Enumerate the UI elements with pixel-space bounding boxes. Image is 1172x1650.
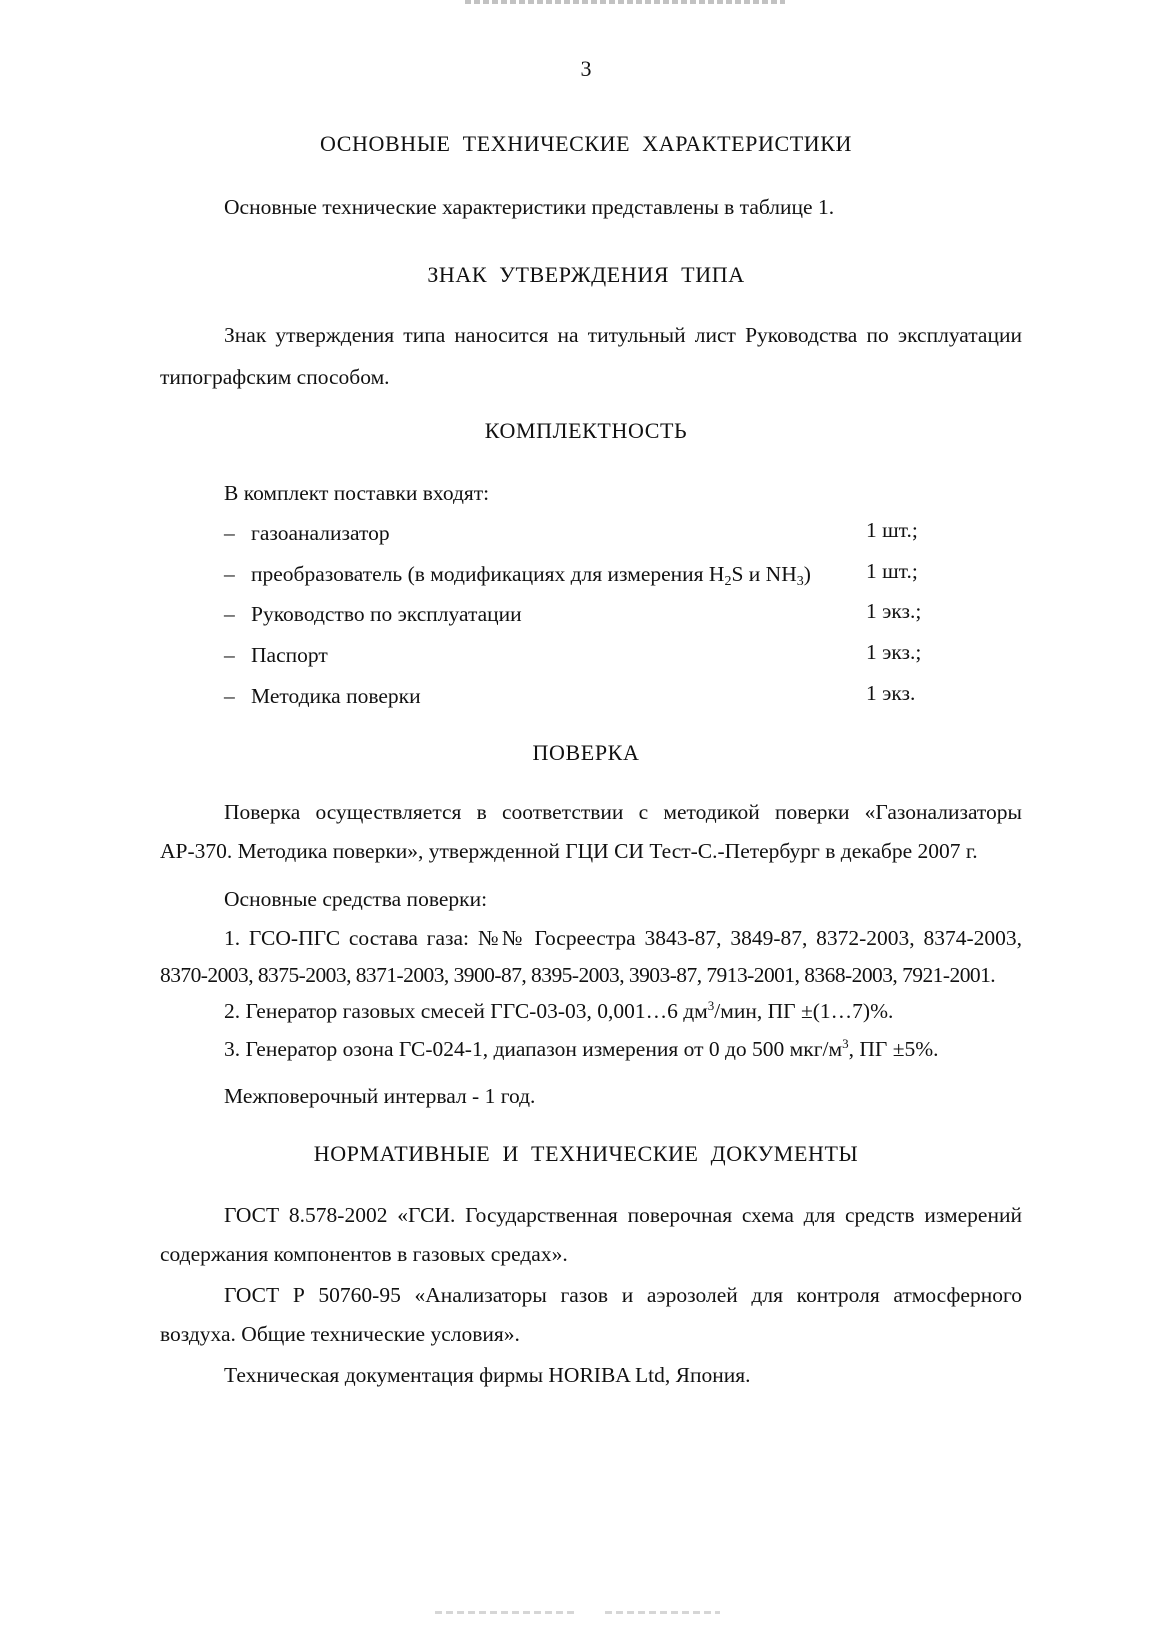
subscript: 2: [724, 574, 732, 589]
scan-footer-artifact: [605, 1611, 720, 1614]
list-item: [224, 559, 811, 589]
verification-interval: Межповерочный интервал - 1 год.: [224, 1084, 536, 1108]
item-label: Методика поверки: [251, 684, 421, 708]
normative-doc1-line2: содержания компонентов в газовых средах».: [160, 1242, 568, 1266]
item-label: Руководство по эксплуатации: [251, 602, 522, 626]
verification-item1-line2: 8370-2003, 8375-2003, 8371-2003, 3900-87, 8395-2003, 3903-87, 7913-2001, 8368-2003, 7921-2001.: [160, 963, 996, 987]
list-item: [224, 518, 390, 548]
verification-item2: [224, 996, 893, 1026]
verification-item1-line1: 1. ГСО-ПГС состава газа: №№ Госреестра 3843-87, 3849-87, 8372-2003, 8374-2003,: [224, 926, 1022, 950]
normative-doc2-line2: воздуха. Общие технические условия».: [160, 1322, 520, 1346]
heading-specs: ОСНОВНЫЕ ТЕХНИЧЕСКИЕ ХАРАКТЕРИСТИКИ: [319, 131, 853, 156]
dash-bullet: –: [224, 643, 235, 667]
type-mark-line2: типографским способом.: [160, 365, 390, 389]
item-qty: 1 шт.;: [866, 518, 918, 542]
item-qty: 1 экз.;: [866, 599, 922, 623]
superscript: 3: [842, 1036, 849, 1051]
dash-bullet: –: [224, 602, 235, 626]
dash-bullet: –: [224, 521, 235, 545]
page-number: 3: [580, 56, 592, 81]
normative-doc1-line1: ГОСТ 8.578-2002 «ГСИ. Государственная поверочная схема для средств измерений: [224, 1203, 1022, 1227]
verification-means-intro: Основные средства поверки:: [224, 887, 488, 911]
scan-footer-artifact: [435, 1611, 575, 1614]
list-item: [224, 640, 328, 670]
item-label: газоанализатор: [251, 521, 390, 545]
item2-text: 2. Генератор газовых смесей ГГС-03-03, 0,001…6 дм: [224, 999, 708, 1023]
item-label: Паспорт: [251, 643, 328, 667]
heading-completeness: КОМПЛЕКТНОСТЬ: [484, 418, 688, 443]
subscript: 3: [796, 574, 804, 589]
dash-bullet: –: [224, 684, 235, 708]
normative-doc3: Техническая документация фирмы HORIBA Ltd, Япония.: [224, 1363, 751, 1387]
item-qty: 1 шт.;: [866, 559, 918, 583]
verification-item3: [224, 1034, 939, 1064]
completeness-intro: В комплект поставки входят:: [224, 481, 490, 505]
item-qty: 1 экз.: [866, 681, 916, 705]
verification-para-line1: Поверка осуществляется в соответствии с методикой поверки «Газонализаторы: [224, 800, 1022, 824]
heading-normative: НОРМАТИВНЫЕ И ТЕХНИЧЕСКИЕ ДОКУМЕНТЫ: [313, 1141, 859, 1166]
list-item: [224, 681, 421, 711]
item3-text-post: , ПГ ±5%.: [848, 1037, 939, 1061]
heading-type-mark: ЗНАК УТВЕРЖДЕНИЯ ТИПА: [427, 262, 745, 287]
item-label-mid: S и NH: [731, 562, 797, 586]
type-mark-line1: Знак утверждения типа наносится на титульный лист Руководства по эксплуатации: [224, 323, 1022, 347]
item-label: преобразователь (в модификациях для измерения H: [251, 562, 725, 586]
list-item: [224, 599, 522, 629]
item-qty: 1 экз.;: [866, 640, 922, 664]
item-label-post: ): [803, 562, 811, 586]
item3-text: 3. Генератор озона ГС-024-1, диапазон измерения от 0 до 500 мкг/м: [224, 1037, 843, 1061]
item2-text-post: /мин, ПГ ±(1…7)%.: [714, 999, 894, 1023]
verification-para-line2: АР-370. Методика поверки», утвержденной ГЦИ СИ Тест-С.-Петербург в декабре 2007 г.: [160, 839, 978, 863]
heading-verification: ПОВЕРКА: [532, 740, 640, 765]
superscript: 3: [707, 998, 715, 1013]
normative-doc2-line1: ГОСТ Р 50760-95 «Анализаторы газов и аэрозолей для контроля атмосферного: [224, 1283, 1022, 1307]
dash-bullet: –: [224, 562, 235, 586]
scan-header-artifact: [465, 0, 785, 4]
specs-text: Основные технические характеристики представлены в таблице 1.: [224, 195, 835, 219]
